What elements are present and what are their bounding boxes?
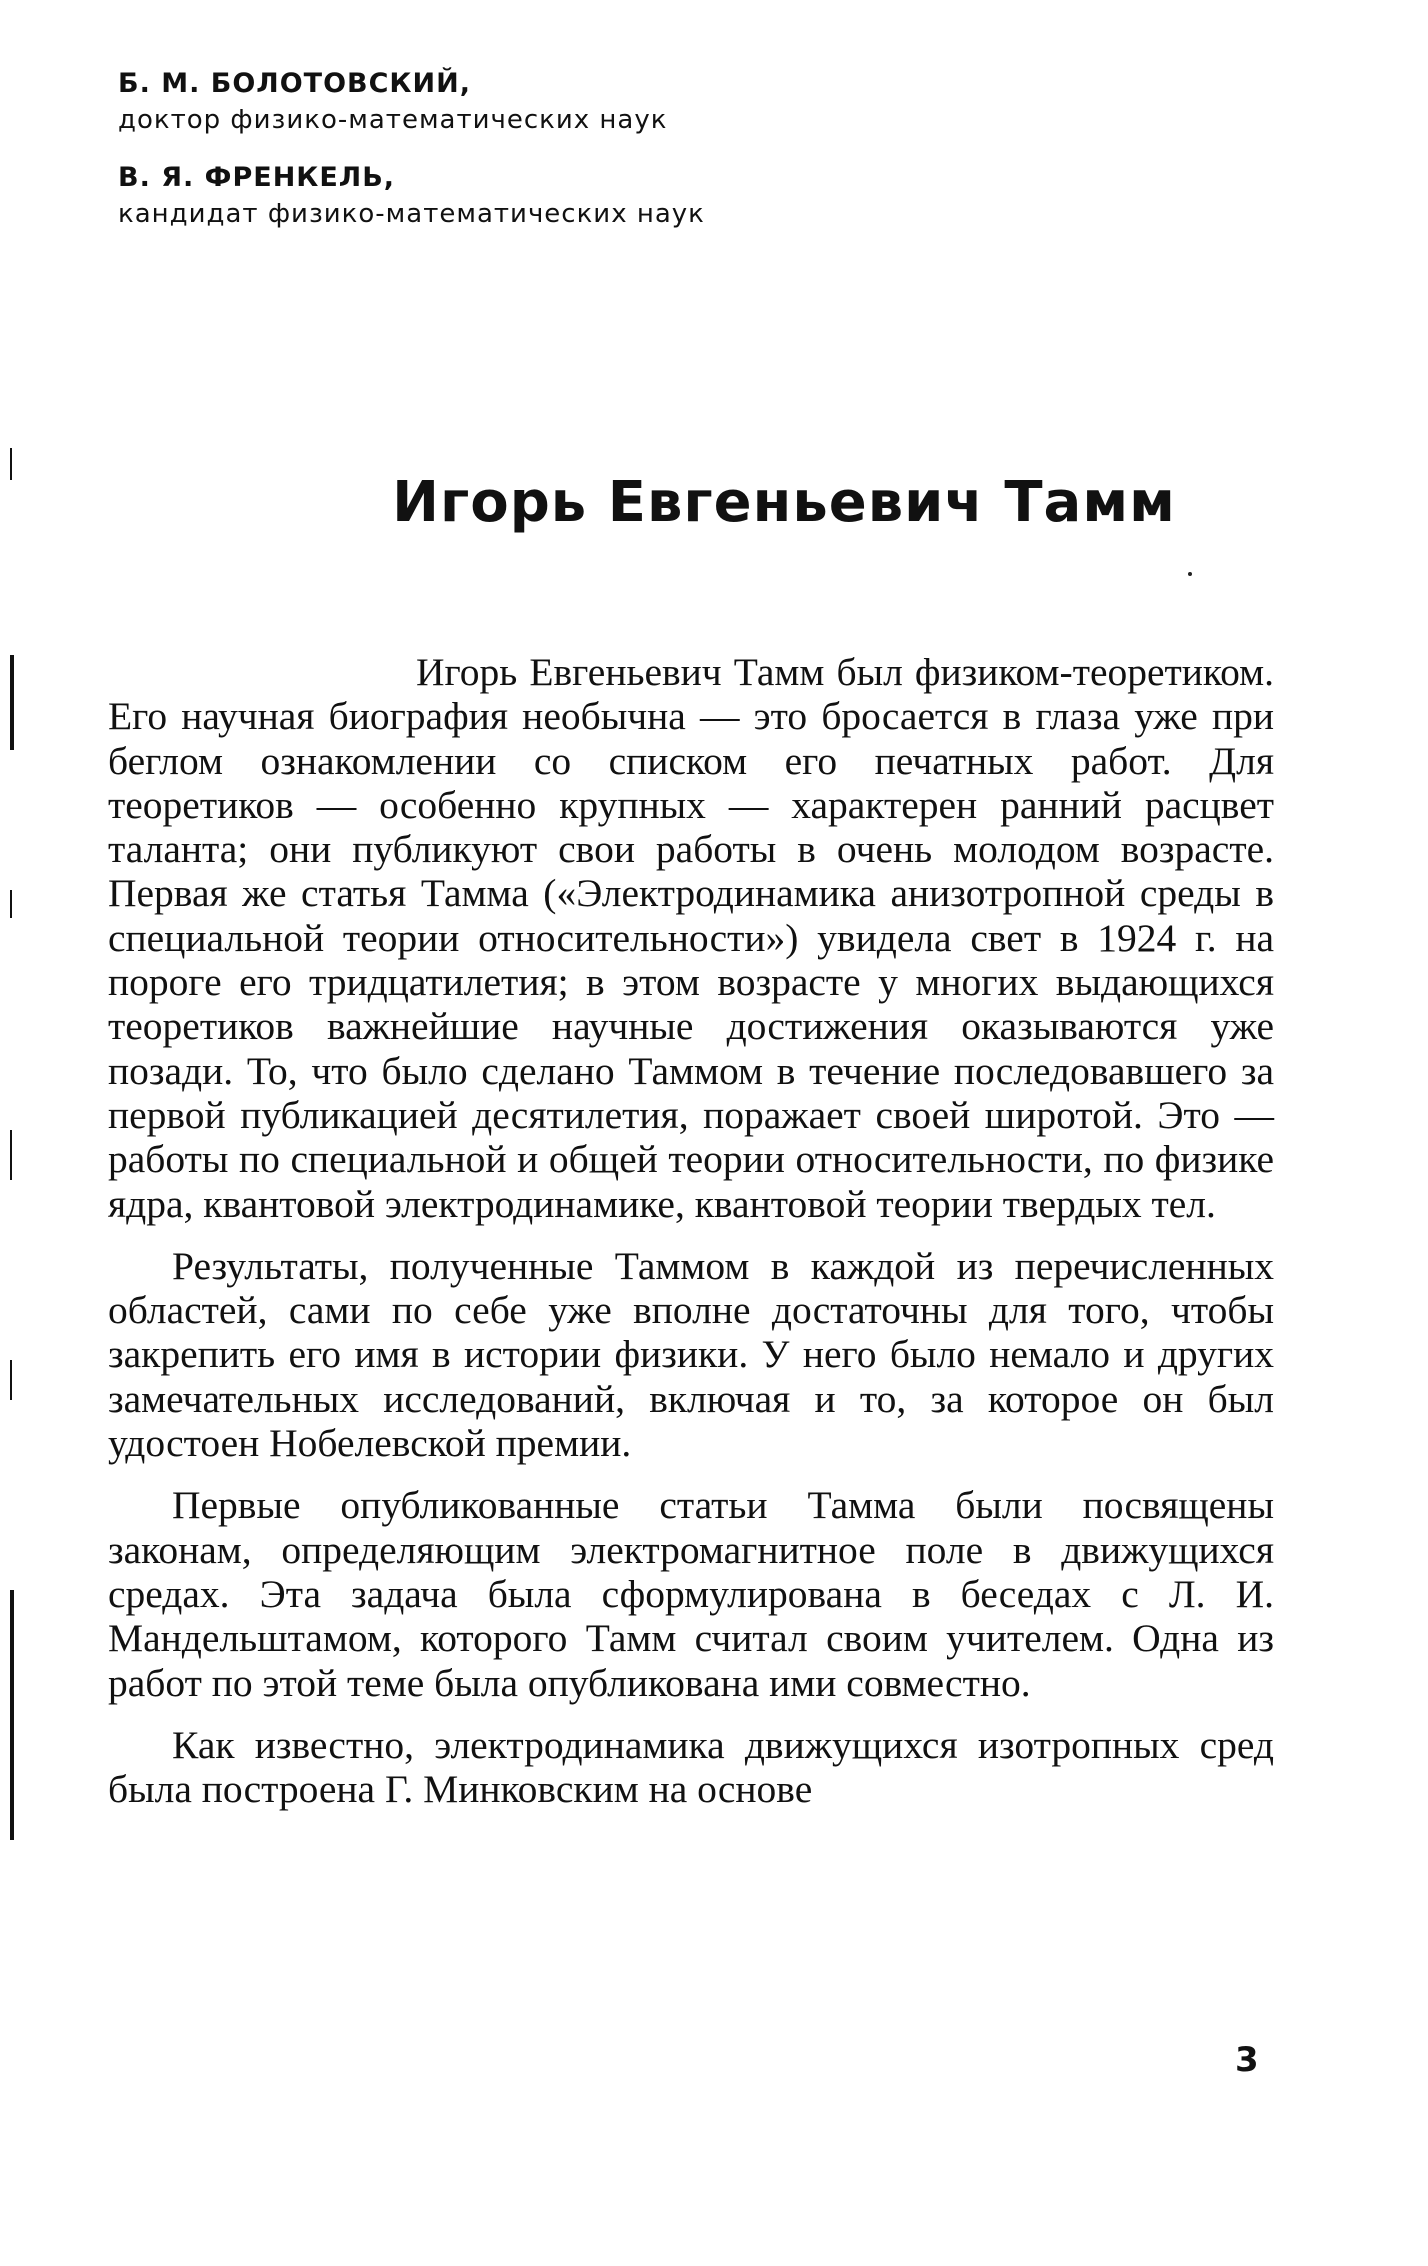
paragraph-1: Игорь Евгеньевич Тамм был физиком-теоретиком. Его научная биография необычна — это бросается в глаза уже при беглом ознакомлении со списком его печатных работ. Для теоретиков — особенно крупных — характерен ранний расцвет таланта; они публикуют свои работы в очень молодом возрасте. Первая же статья Тамма («Электродинамика анизотропной среды в специальной теории относительности») увидела свет в 1924 г. на пороге его тридцатилетия; в этом возрасте у многих выдающихся теоретиков важнейшие научные достижения оказываются уже позади. То, что было сделано Таммом в течение последовавшего за первой публикацией десятилетия, поражает своей широтой. Это — работы по специальной и общей теории относительности, по физике ядра, квантовой электродинамике, квантовой теории твердых тел. [108, 650, 1274, 1226]
scan-dot [1188, 572, 1192, 576]
scan-mark [10, 890, 12, 918]
scan-mark [10, 1360, 12, 1400]
paragraph-3: Первые опубликованные статьи Тамма были посвящены законам, определяющим электромагнитное поле в движущихся средах. Эта задача была сформулирована в беседах с Л. И. Мандельштамом, которого Тамм считал своим учителем. Одна из работ по этой теме была опубликована ими совместно. [108, 1483, 1274, 1705]
article-body [108, 650, 1274, 1829]
article-title: Игорь Евгеньевич Тамм [392, 470, 1176, 535]
paragraph-2: Результаты, полученные Таммом в каждой из перечисленных областей, сами по себе уже вполне достаточны для того, чтобы закрепить его имя в истории физики. У него было немало и других замечательных исследований, включая и то, за которое он был удостоен Нобелевской премии. [108, 1243, 1274, 1466]
paragraph-4: Как известно, электродинамика движущихся изотропных сред была построена Г. Минковским на основе [108, 1722, 1274, 1812]
scan-mark [10, 1130, 12, 1180]
authors-block [118, 66, 705, 232]
author-degree: кандидат физико-математических наук [118, 199, 705, 229]
scan-mark [10, 655, 14, 750]
author-name: В. Я. ФРЕНКЕЛЬ, [118, 162, 396, 193]
author-1 [118, 66, 705, 138]
page-number: 3 [1235, 2040, 1259, 2080]
author-2 [118, 160, 705, 232]
author-name: Б. М. БОЛОТОВСКИЙ, [118, 68, 471, 99]
scan-mark [10, 1590, 14, 1840]
author-degree: доктор физико-математических наук [118, 105, 668, 135]
scan-mark [10, 448, 12, 480]
